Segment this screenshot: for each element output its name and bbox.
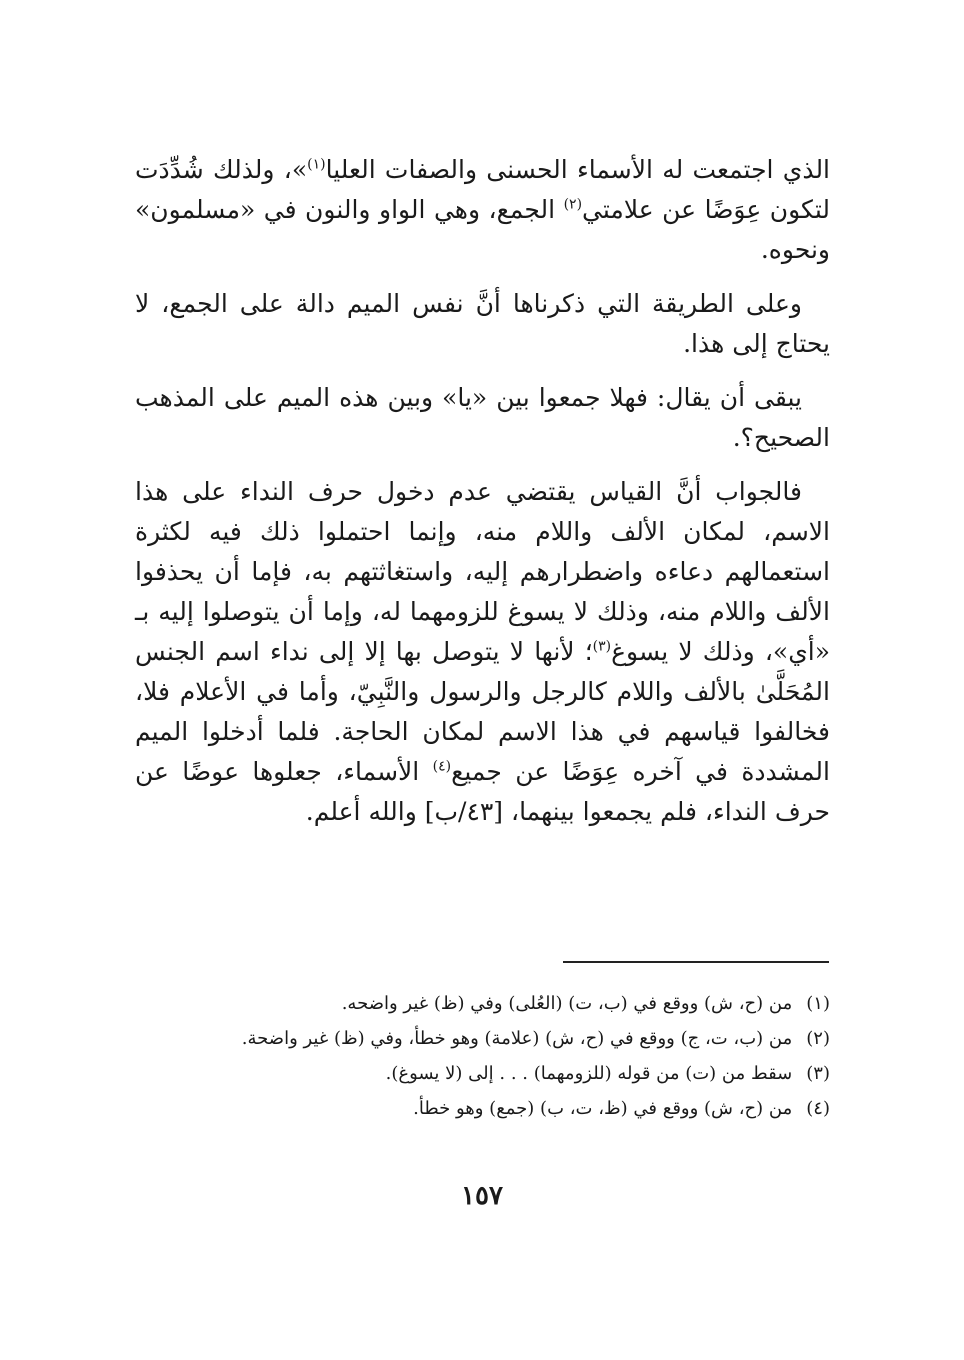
footnote bbox=[135, 1058, 830, 1089]
footnote bbox=[135, 1093, 830, 1124]
footnote-marker: (٣) bbox=[592, 638, 612, 655]
footnote-text: من (ب، ت، ج) ووقع في (ح، ش) (علامة) وهو خطأ، وفي (ظ) غير واضحة. bbox=[241, 1028, 793, 1049]
footnote-marker: (٢) bbox=[563, 196, 583, 213]
footnote-number: (٤) bbox=[806, 1098, 830, 1119]
page-number: ١٥٧ bbox=[461, 1181, 503, 1211]
footnotes bbox=[135, 988, 830, 1128]
paragraph bbox=[135, 472, 830, 832]
paragraph-text: الذي اجتمعت له الأسماء الحسنى والصفات العليا bbox=[325, 155, 831, 184]
footnote-text: من (ح، ش) ووقع في (ظ، ت، ب) (جمع) وهو خطأ. bbox=[413, 1098, 793, 1119]
footnote-text: من (ح، ش) ووقع في (ب، ت) (العُلى) وفي (ظ) غير واضحه. bbox=[341, 993, 793, 1014]
paragraph-text: وعلى الطريقة التي ذكرناها أنَّ نفس الميم دالة على الجمع، لا يحتاج إلى هذا. bbox=[135, 289, 830, 358]
paragraph bbox=[135, 284, 830, 364]
footnote-number: (٢) bbox=[806, 1028, 830, 1049]
paragraph bbox=[135, 150, 830, 270]
paragraph-text: »، ولذلك شُدِّدَت لتكون عِوَضًا عن علامتي bbox=[135, 155, 830, 224]
footnote-number: (٣) bbox=[806, 1063, 830, 1084]
paragraph-text: الأسماء، جعلوها عوضًا عن حرف النداء، فلم يجمعوا بينهما، [٤٣/ب] والله أعلم. bbox=[135, 757, 830, 826]
footnote-marker: (٤) bbox=[432, 758, 452, 775]
footnote-separator bbox=[563, 961, 829, 963]
footnote bbox=[135, 1023, 830, 1054]
paragraph bbox=[135, 378, 830, 458]
paragraph-text: فالجواب أنَّ القياس يقتضي عدم دخول حرف النداء على هذا الاسم، لمكان الألف واللام منه، وإنما احتملوا ذلك فيه لكثرة استعمالهم دعاءه واضطرارهم إليه، واستغاثتهم به، فإما أن يحذفوا الألف واللام منه، وذلك لا يسوغ للزومهما له، وإما أن يتوصلوا إليه بـ «أي»، وذلك لا يسوغ bbox=[135, 477, 830, 666]
main-text bbox=[135, 150, 830, 846]
footnote-number: (١) bbox=[806, 993, 830, 1014]
footnote bbox=[135, 988, 830, 1019]
footnote-text: سقط من (ت) من قوله (للزومهما) . . . إلى (لا يسوغ). bbox=[385, 1063, 793, 1084]
paragraph-text: الجمع، وهي الواو والنون في «مسلمون» ونحوه. bbox=[135, 195, 830, 264]
footnote-marker: (١) bbox=[307, 156, 326, 173]
paragraph-text: ؛ لأنها لا يتوصل بها إلا إلى نداء اسم الجنس المُحَلَّىٰ بالألف واللام كالرجل والرسول والنَّبِيّ، وأما في الأعلام فلا، فخالفوا قياسهم في هذا الاسم لمكان الحاجة. فلما أدخلوا الميم المشددة في آخره عِوَضًا عن جميع bbox=[135, 637, 830, 786]
paragraph-text: يبقى أن يقال: فهلا جمعوا بين «يا» وبين هذه الميم على المذهب الصحيح؟. bbox=[135, 383, 830, 452]
